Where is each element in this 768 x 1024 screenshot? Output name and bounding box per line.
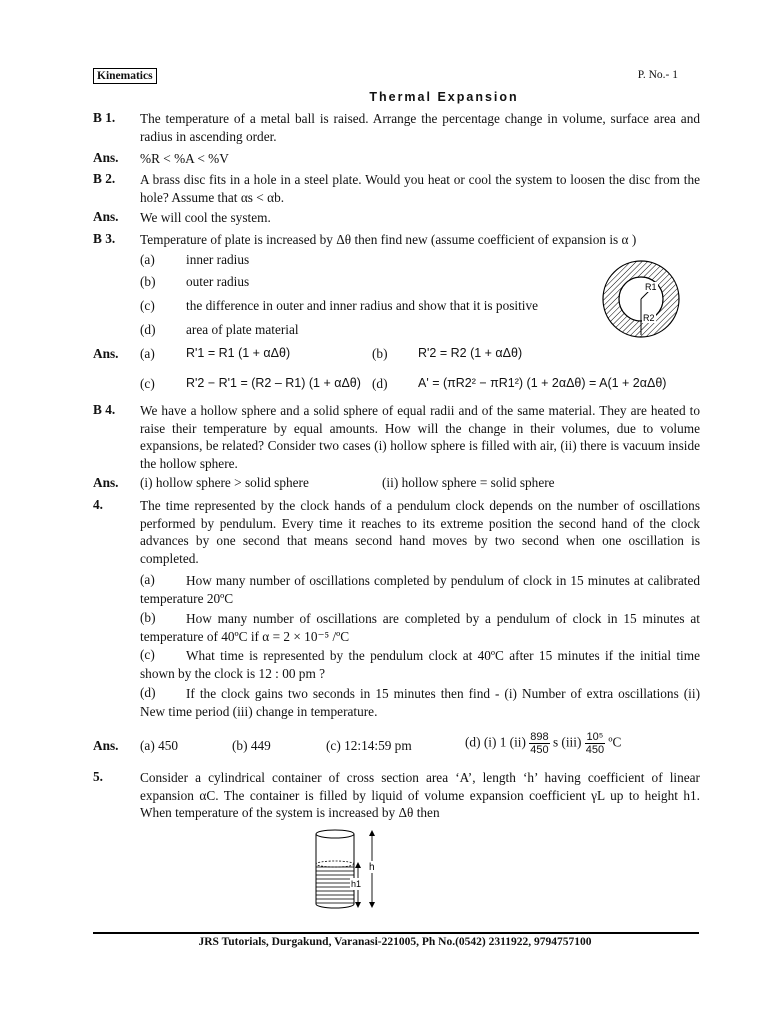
answer-4-c: (c) 12:14:59 pm: [326, 738, 412, 753]
fraction-numerator: 10⁵: [586, 731, 604, 743]
part-tag: (a): [140, 252, 155, 267]
cylinder-diagram: [312, 826, 392, 910]
fraction: [585, 731, 605, 756]
answer-b4-i: (i) hollow sphere > solid sphere: [140, 475, 309, 490]
answer-tag: (b): [372, 346, 388, 361]
question-4: The time represented by the clock hands of a pendulum clock depends on the number of oscillations performed by pendulum. Every time it reaches to its extreme position the second hand of the clock advances by one second that means second hand moves by two second when one oscillation is completed.: [140, 498, 700, 566]
question-4-d: If the clock gains two seconds in 15 minutes then find - (i) Number of extra oscillations (ii) New time period (iii) change in temperature.: [140, 686, 700, 719]
answer-label-b3: Ans.: [93, 346, 119, 361]
answer-label-b4: Ans.: [93, 475, 119, 490]
answer-b2: We will cool the system.: [140, 210, 271, 225]
answer-4-a: (a) 450: [140, 738, 179, 753]
answer-label-4: Ans.: [93, 738, 119, 753]
part-tag: (d): [140, 685, 156, 700]
question-b1: The temperature of a metal ball is raised. Arrange the percentage change in volume, surface area and radius in ascending order.: [140, 111, 700, 144]
h-arrow-head-top: [369, 830, 375, 836]
question-label-b3: B 3.: [93, 231, 116, 246]
fraction-denominator: 450: [530, 744, 549, 756]
question-4-a: How many number of oscillations completed by pendulum of clock in 15 minutes at calibrated temperature 20ºC: [140, 573, 700, 606]
h1-label: h1: [351, 879, 362, 889]
part-tag: (b): [140, 610, 156, 625]
fraction-denominator: 450: [585, 744, 605, 756]
h1-arrow-head-top: [355, 862, 361, 868]
question-4-c: What time is represented by the pendulum clock at 40ºC after 15 minutes if the initial time shown by the clock is 12 : 00 pm ?: [140, 648, 700, 681]
answer-b3-c: R'2 − R'1 = (R2 – R1) (1 + αΔθ): [186, 376, 361, 390]
answer-label-b1: Ans.: [93, 150, 119, 165]
h-label: h: [369, 862, 375, 873]
answer-tag: (a): [140, 346, 155, 361]
h-arrow-head-bottom: [369, 902, 375, 908]
r2-label: R2: [643, 313, 655, 323]
answer-b4-ii: (ii) hollow sphere = solid sphere: [382, 475, 555, 490]
answer-tag: (d): [372, 376, 388, 391]
cylinder-top: [316, 830, 354, 838]
part-tag: (c): [140, 647, 155, 662]
question-b3: Temperature of plate is increased by Δθ then find new (assume coefficient of expansion is α ): [140, 232, 637, 247]
answer-b3-a: R'1 = R1 (1 + αΔθ): [186, 346, 291, 360]
h1-arrow-head-bottom: [355, 902, 361, 908]
question-label-b1: B 1.: [93, 110, 116, 125]
fraction-numerator: 898: [530, 731, 549, 743]
chapter-label: Kinematics: [93, 68, 157, 84]
annular-plate-diagram: [600, 258, 682, 340]
answer-b3-d: A' = (πR2² − πR1²) (1 + 2αΔθ) = A(1 + 2αΔθ): [418, 376, 667, 390]
question-label-b2: B 2.: [93, 171, 116, 186]
liquid-fill: [316, 864, 354, 904]
question-label-b4: B 4.: [93, 402, 116, 417]
answer-4-d-mid: s (iii): [552, 734, 582, 750]
answer-tag: (c): [140, 376, 155, 391]
part-text: outer radius: [186, 274, 250, 289]
question-label-4: 4.: [93, 497, 103, 512]
page-number: P. No.- 1: [637, 69, 678, 81]
question-4-b: How many number of oscillations are completed by a pendulum of clock in 15 minutes at temperature of 40ºC if α = 2 × 10⁻⁵ /ºC: [140, 611, 700, 644]
part-text: inner radius: [186, 252, 250, 267]
question-b2: A brass disc fits in a hole in a steel plate. Would you heat or cool the system to loosen the disc from the hole? Assume that αs < αb.: [140, 172, 700, 205]
answer-label-b2: Ans.: [93, 209, 119, 224]
part-tag: (d): [140, 322, 156, 337]
part-text: the difference in outer and inner radius and show that it is positive: [186, 298, 539, 313]
question-b4: We have a hollow sphere and a solid sphere of equal radii and of the same material. They are heated to raise their temperature by equal amounts. How will the change in their volumes, due to volume expansions, be related? Consider two cases (i) hollow sphere is filled with air, (ii) there is vacuum inside the hollow sphere.: [140, 403, 700, 471]
part-tag: (b): [140, 274, 156, 289]
cylinder-bottom: [316, 904, 354, 908]
r1-label: R1: [645, 282, 657, 292]
part-tag: (a): [140, 572, 155, 587]
answer-4-b: (b) 449: [232, 738, 271, 753]
footer-rule: [93, 932, 699, 934]
question-5: Consider a cylindrical container of cross section area ‘A’, length ‘h’ having coefficient of linear expansion αC. The container is filled by liquid of volume expansion coefficient γL up to height h1. When temperature of the system is increased by Δθ then: [140, 770, 700, 820]
footer-text: JRS Tutorials, Durgakund, Varanasi-221005, Ph No.(0542) 2311922, 9794757100: [198, 936, 592, 948]
part-tag: (c): [140, 298, 155, 313]
fraction: [529, 731, 549, 756]
answer-4-d-prefix: (d) (i) 1 (ii): [465, 734, 526, 750]
question-label-5: 5.: [93, 769, 103, 784]
answer-4-d: [465, 731, 621, 756]
part-text: area of plate material: [186, 322, 299, 337]
page-title: Thermal Expansion: [369, 90, 519, 104]
answer-b3-b: R'2 = R2 (1 + αΔθ): [418, 346, 523, 360]
answer-4-d-unit: ºC: [608, 734, 622, 750]
answer-b1: %R < %A < %V: [140, 151, 229, 166]
